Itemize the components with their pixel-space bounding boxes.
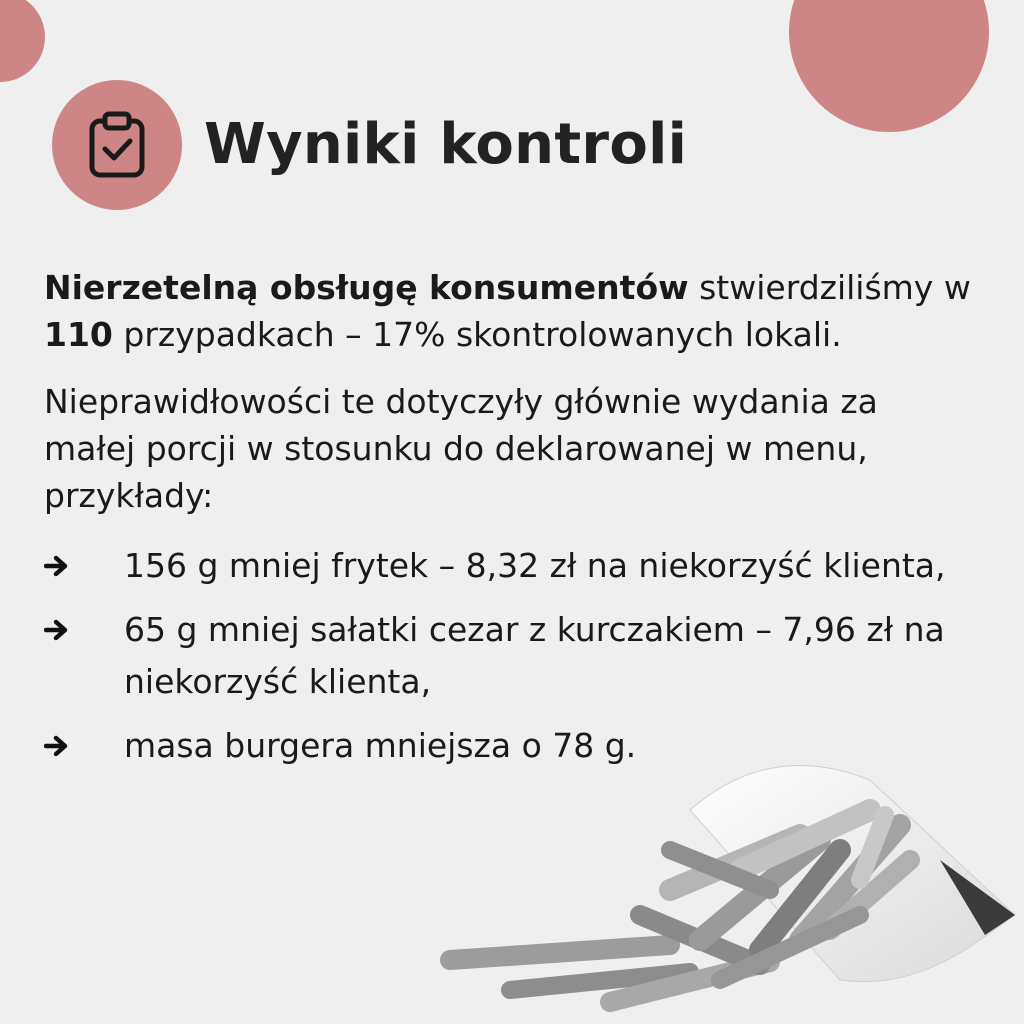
french-fries-image <box>440 740 1024 1024</box>
summary-text-b: przypadkach – 17% skontrolowanych lokali. <box>112 315 842 354</box>
summary-text-a: stwierdziliśmy w <box>688 268 971 307</box>
list-item-text: 65 g mniej sałatki cezar z kurczakiem – 7,96 zł na niekorzyść klienta, <box>124 610 945 701</box>
list-item <box>44 604 1004 708</box>
summary-count: 110 <box>44 315 113 354</box>
decorative-circle-top-left <box>0 0 45 82</box>
arrow-right-icon <box>44 604 124 656</box>
arrow-right-icon <box>44 720 124 772</box>
decorative-circle-top-right <box>789 0 989 132</box>
arrow-right-icon <box>44 540 124 592</box>
list-item-text: masa burgera mniejsza o 78 g. <box>124 726 637 765</box>
clipboard-check-icon <box>88 111 146 179</box>
summary-bold-intro: Nierzetelną obsługę konsumentów <box>44 268 689 307</box>
page-title: Wyniki kontroli <box>204 112 688 177</box>
details-paragraph: Nieprawidłowości te dotyczyły głównie wydania za małej porcji w stosunku do deklarowanej w menu, przykłady: <box>44 382 878 515</box>
header-icon-badge <box>52 80 182 210</box>
summary-paragraph <box>44 264 994 358</box>
list-item <box>44 540 1004 592</box>
list-item-text: 156 g mniej frytek – 8,32 zł na niekorzyść klienta, <box>124 546 946 585</box>
